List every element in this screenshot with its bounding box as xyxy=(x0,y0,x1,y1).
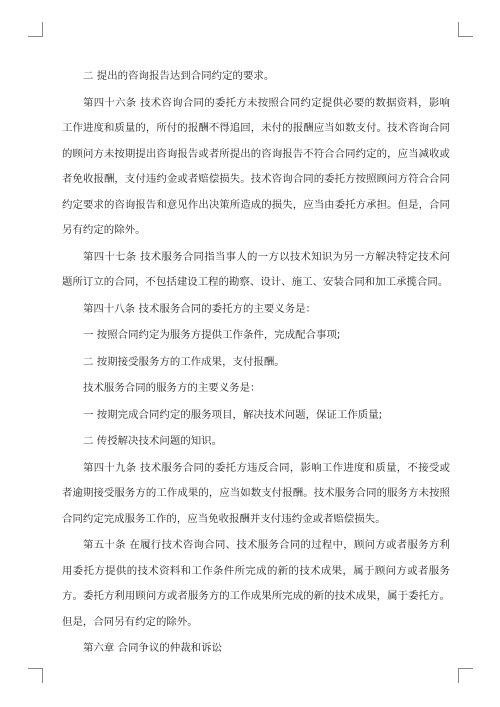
list-item: 二 按期接受服务方的工作成果，支付报酬。 xyxy=(83,355,285,368)
paragraph: 技术服务合同的服务方的主要义务是： xyxy=(83,382,261,394)
chapter-heading: 第六章 合同争议的仲裁和诉讼 xyxy=(83,642,223,654)
list-item: 一 按照合同约定为服务方提供工作条件，完成配合事项; xyxy=(83,329,341,341)
crop-mark-top-left xyxy=(28,22,43,37)
paragraph: 二 提出的咨询报告达到合同约定的要求。 xyxy=(83,70,275,82)
document-body xyxy=(62,64,450,663)
crop-mark-top-right xyxy=(458,22,473,37)
crop-mark-bottom-right xyxy=(458,668,473,683)
paragraph-article-50: 第五十条 在履行技术咨询合同、技术服务合同的过程中，顾问方或者服务方利用委托方提供的技术资料和工作条件所完成的新的技术成果，属于顾问方或者服务方。委托方利用顾问方或者服务方的工作成果所完成的新的技术成果，属于委托方。但是，合同另有约定的除外。 xyxy=(62,539,450,628)
paragraph-article-49: 第四十九条 技术服务合同的委托方违反合同，影响工作进度和质量，不接受或者逾期接受服务方的工作成果的，应当如数支付报酬。技术服务合同的服务方未按照合同约定完成服务工作的，应当免收报酬并支付违约金或者赔偿损失。 xyxy=(62,461,450,525)
crop-mark-bottom-left xyxy=(28,668,43,683)
paragraph-article-46: 第四十六条 技术咨询合同的委托方未按照合同约定提供必要的数据资料，影响工作进度和质量的，所付的报酬不得追回，未付的报酬应当如数支付。技术咨询合同的顾问方未按期提出咨询报告或者所提出的咨询报告不符合合同约定的，应当减收或者免收报酬，支付违约金或者赔偿损失。技术咨询合同的委托方按照顾问方符合合同约定要求的咨询报告和意见作出决策所造成的损失，应当由委托方承担。但是，合同另有约定的除外。 xyxy=(62,96,450,236)
paragraph-article-47: 第四十七条 技术服务合同指当事人的一方以技术知识为另一方解决特定技术问题所订立的合同，不包括建设工程的勘察、设计、施工、安装合同和加工承揽合同。 xyxy=(62,250,450,288)
list-item: 一 按期完成合同约定的服务项目，解决技术问题，保证工作质量; xyxy=(83,408,383,421)
list-item: 二 传授解决技术问题的知识。 xyxy=(83,435,223,447)
paragraph-article-48: 第四十八条 技术服务合同的委托方的主要义务是： xyxy=(83,302,317,315)
